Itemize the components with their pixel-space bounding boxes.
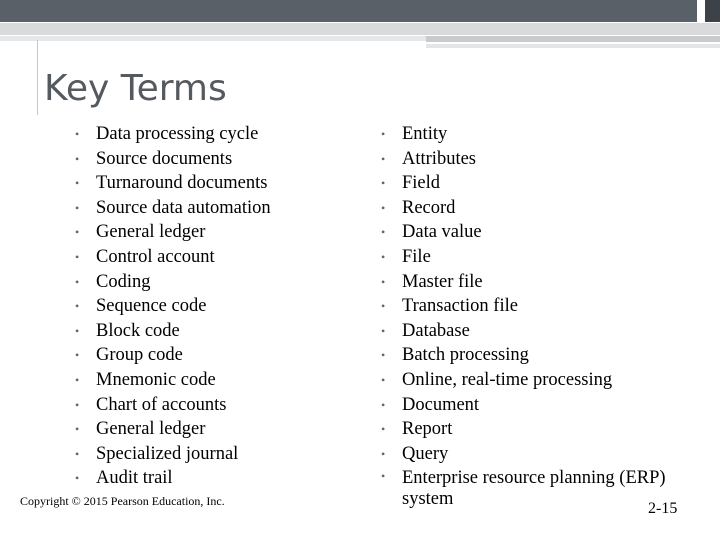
list-item: • Data value [381,220,711,245]
list-item: • General ledger [75,417,375,442]
right-term-list [381,122,711,510]
top-band-light-right-thin [426,44,720,48]
list-item: • Sequence code [75,294,375,319]
list-item: • Data processing cycle [75,122,375,147]
list-item: • Online, real-time processing [381,368,711,393]
top-band-dark-accent [705,0,720,22]
left-term-list [75,122,375,491]
list-item: • Source data automation [75,196,375,221]
top-band-light-right [426,36,720,42]
list-item: • Chart of accounts [75,393,375,418]
top-band-dark [0,0,697,22]
top-band-light [0,23,720,35]
list-item: • File [381,245,711,270]
list-item: • Database [381,319,711,344]
slide-title: Key Terms [44,68,227,109]
list-item: • Control account [75,245,375,270]
list-item: • Mnemonic code [75,368,375,393]
list-item: • General ledger [75,220,375,245]
list-item: • Document [381,393,711,418]
list-item: • Block code [75,319,375,344]
list-item: • Source documents [75,147,375,172]
list-item: • Record [381,196,711,221]
title-rule [37,40,38,115]
list-item: • Field [381,171,711,196]
list-item: • Coding [75,270,375,295]
list-item: • Turnaround documents [75,171,375,196]
page-number: 2-15 [648,500,678,517]
list-item: • Report [381,417,711,442]
list-item: • Entity [381,122,711,147]
list-item: • Group code [75,343,375,368]
list-item: • Enterprise resource planning (ERP) system [381,466,711,510]
list-item: • Query [381,442,711,467]
list-item: • Batch processing [381,343,711,368]
list-item: • Master file [381,270,711,295]
list-item: • Attributes [381,147,711,172]
list-item: • Specialized journal [75,442,375,467]
copyright-footer: Copyright © 2015 Pearson Education, Inc. [20,494,225,508]
list-item: • Transaction file [381,294,711,319]
list-item: • Audit trail [75,466,375,491]
